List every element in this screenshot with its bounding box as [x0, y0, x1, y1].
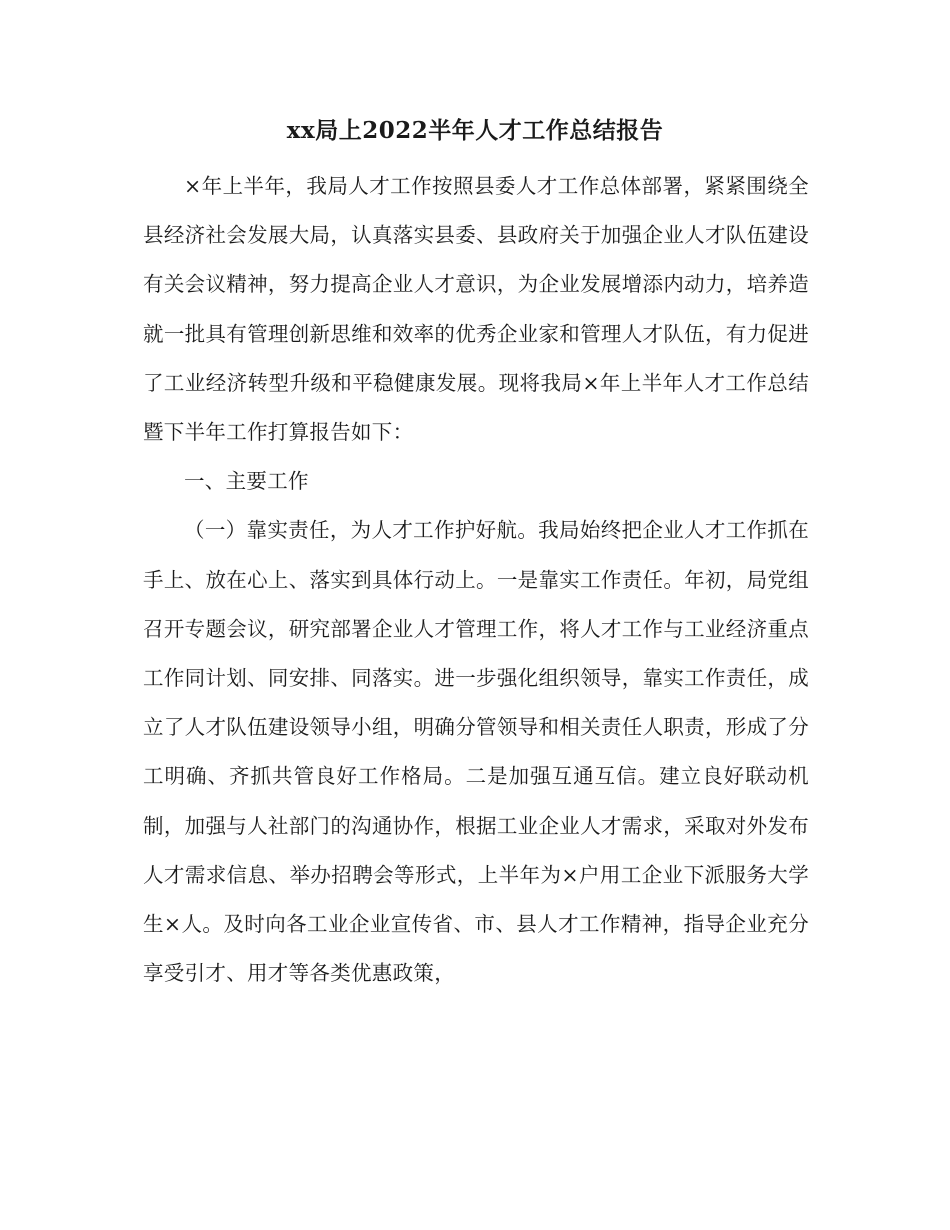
- section-heading-main-work: 一、主要工作: [184, 469, 309, 494]
- document-body: [143, 162, 809, 998]
- paragraph-responsibility: （一）靠实责任，为人才工作护好航。我局始终把企业人才工作抓在手上、放在心上、落实到具体行动上。一是靠实工作责任。年初，局党组召开专题会议，研究部署企业人才管理工作，将人才工作与工业经济重点工作同计划、同安排、同落实。进一步强化组织领导，靠实工作责任，成立了人才队伍建设领导小组，明确分管领导和相关责任人职责，形成了分工明确、齐抓共管良好工作格局。二是加强互通互信。建立良好联动机制，加强与人社部门的沟通协作，根据工业企业人才需求，采取对外发布人才需求信息、举办招聘会等形式，上半年为×户用工企业下派服务大学生×人。及时向各工业企业宣传省、市、县人才工作精神，指导企业充分享受引才、用才等各类优惠政策，: [143, 518, 809, 986]
- document-title: xx局上2022半年人才工作总结报告: [286, 117, 664, 144]
- paragraph-intro: ×年上半年，我局人才工作按照县委人才工作总体部署，紧紧围绕全县经济社会发展大局，认真落实县委、县政府关于加强企业人才队伍建设有关会议精神，努力提高企业人才意识，为企业发展增添内动力，培养造就一批具有管理创新思维和效率的优秀企业家和管理人才队伍，有力促进了工业经济转型升级和平稳健康发展。现将我局×年上半年人才工作总结暨下半年工作打算报告如下：: [143, 174, 809, 445]
